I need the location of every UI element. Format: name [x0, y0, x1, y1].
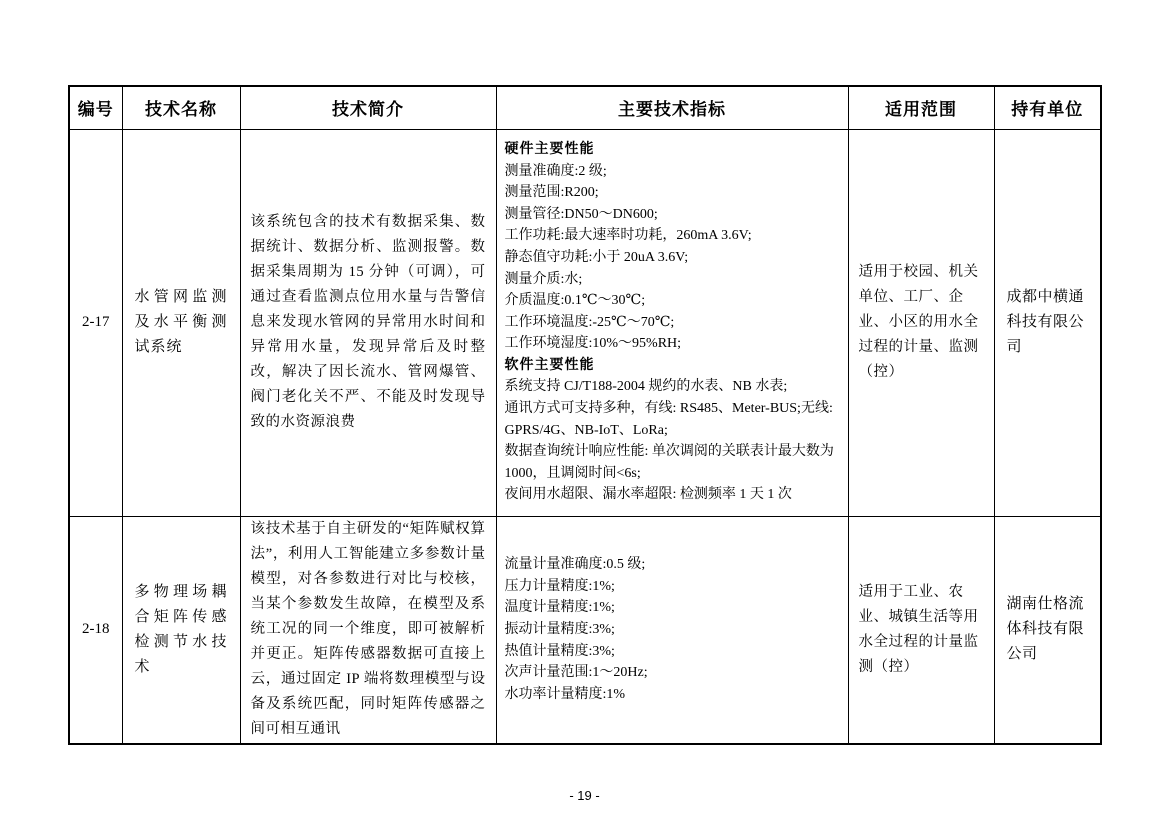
- technology-table: [68, 85, 1102, 745]
- indicator-line: 温度计量精度:1%;: [504, 600, 615, 616]
- tech-holder: 成都中横通科技有限公司: [994, 129, 1101, 516]
- indicator-line: 测量介质:水;: [504, 271, 583, 287]
- indicator-line: 压力计量精度:1%;: [504, 578, 615, 594]
- indicator-line: 测量范围:R200;: [504, 185, 599, 201]
- header-scope: 适用范围: [848, 86, 994, 129]
- indicator-line: 测量准确度:2 级;: [504, 163, 607, 179]
- table-row: [69, 129, 1101, 516]
- indicator-line: 测量管径:DN50～DN600;: [504, 206, 658, 222]
- header-main-indicators: 主要技术指标: [496, 86, 848, 129]
- indicator-line: 通讯方式可支持多种，有线: RS485、Meter-BUS;无线: GPRS/4G、NB-IoT、LoRa;: [504, 401, 833, 438]
- tech-name: 水管网监测及水平衡测试系统: [122, 129, 240, 516]
- tech-holder: 湖南仕格流体科技有限公司: [994, 516, 1101, 744]
- indicator-line: 次声计量范围:1～20Hz;: [504, 665, 648, 681]
- tech-name: 多物理场耦合矩阵传感检测节水技术: [122, 516, 240, 744]
- header-holder: 持有单位: [994, 86, 1101, 129]
- page-number: - 19 -: [569, 788, 600, 803]
- table-body: [69, 129, 1101, 744]
- indicator-line: 夜间用水超限、漏水率超限: 检测频率 1 天 1 次: [504, 487, 792, 503]
- indicator-line: 工作环境温度:-25℃～70℃;: [504, 314, 675, 330]
- header-tech-name: 技术名称: [122, 86, 240, 129]
- header-row: [69, 86, 1101, 129]
- header-number: 编号: [69, 86, 122, 129]
- tech-intro: 该系统包含的技术有数据采集、数据统计、数据分析、监测报警。数据采集周期为 15 分钟（可调），可通过查看监测点位用水量与告警信息来发现水管网的异常用水时间和异常用水量，发现异常后及时整改，解决了因长流水、管网爆管、阀门老化关不严、不能及时发现导致的水资源浪费: [240, 129, 496, 516]
- indicator-line: 介质温度:0.1℃～30℃;: [504, 293, 646, 309]
- indicator-line: 软件主要性能: [504, 357, 595, 373]
- tech-intro: 该技术基于自主研发的“矩阵赋权算法”，利用人工智能建立多参数计量模型，对各参数进行对比与校核，当某个参数发生故障，在模型及系统工况的同一个维度，即可被解析并更正。矩阵传感器数据可直接上云，通过固定 IP 端将数理模型与设备及系统匹配，同时矩阵传感器之间可相互通讯: [240, 516, 496, 744]
- row-number: 2-18: [69, 516, 122, 744]
- indicator-line: 流量计量准确度:0.5 级;: [504, 557, 646, 573]
- tech-scope: 适用于工业、农业、城镇生活等用水全过程的计量监测（控）: [848, 516, 994, 744]
- table-header: [69, 86, 1101, 129]
- indicator-line: 系统支持 CJ/T188-2004 规约的水表、NB 水表;: [504, 379, 788, 395]
- indicator-line: 热值计量精度:3%;: [504, 643, 615, 659]
- indicator-line: 工作环境湿度:10%～95%RH;: [504, 336, 682, 352]
- indicator-line: 工作功耗:最大速率时功耗，260mA 3.6V;: [504, 228, 752, 244]
- tech-scope: 适用于校园、机关单位、工厂、企业、小区的用水全过程的计量、监测（控）: [848, 129, 994, 516]
- tech-indicators: [496, 129, 848, 516]
- table-row: [69, 516, 1101, 744]
- tech-indicators: [496, 516, 848, 744]
- indicator-line: 静态值守功耗:小于 20uA 3.6V;: [504, 249, 689, 265]
- indicator-line: 硬件主要性能: [504, 141, 595, 157]
- row-number: 2-17: [69, 129, 122, 516]
- indicator-line: 振动计量精度:3%;: [504, 621, 615, 637]
- indicator-line: 数据查询统计响应性能: 单次调阅的关联表计最大数为 1000，且调阅时间<6s;: [504, 444, 834, 481]
- indicator-line: 水功率计量精度:1%: [504, 686, 626, 702]
- header-tech-intro: 技术简介: [240, 86, 496, 129]
